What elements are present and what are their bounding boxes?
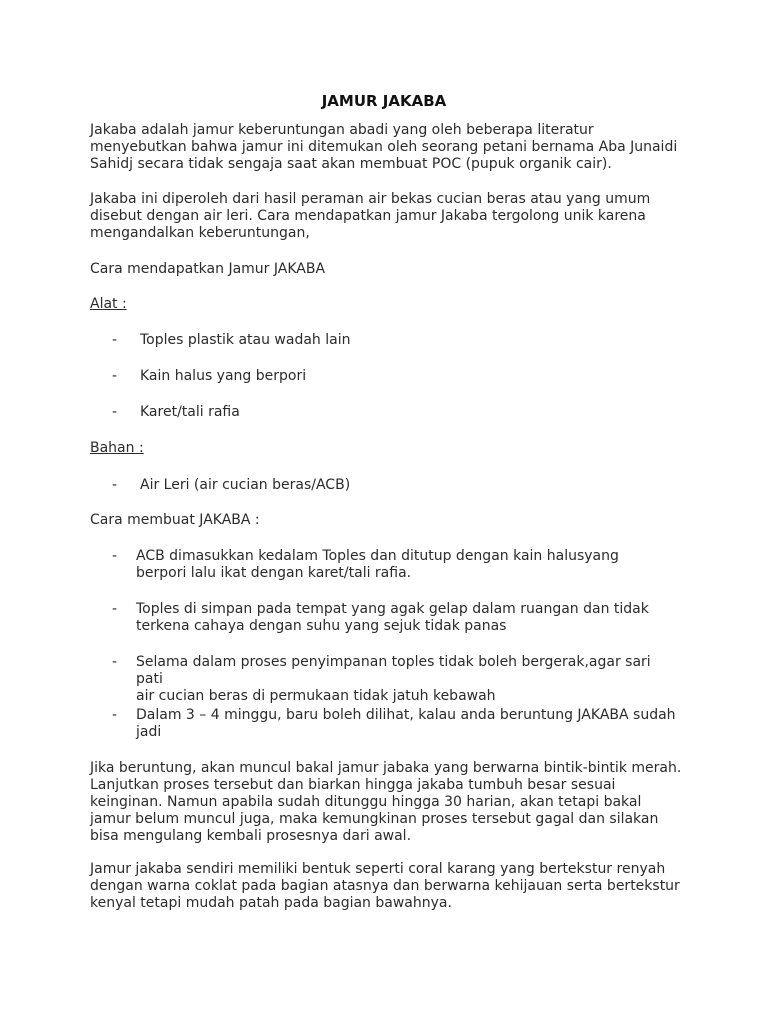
cara-step-text: Selama dalam proses penyimpanan toples tidak boleh bergerak,agar sari pati air cucian beras di permukaan tidak jatuh kebawah <box>136 654 651 704</box>
closing-paragraph-1: Jika beruntung, akan muncul bakal jamur jabaka yang berwarna bintik-bintik merah. Lanjutkan proses tersebut dan biarkan hingga jakaba tumbuh besar sesuai keinginan. Namun apabila sudah ditunggu hingga 30 harian, akan tetapi bakal jamur belum muncul juga, maka kemungkinan proses tersebut gagal dan silakan bisa mengulang kembali prosesnya dari awal. <box>90 760 682 844</box>
cara-step-text: ACB dimasukkan kedalam Toples dan ditutup dengan kain halusyang berpori lalu ikat dengan karet/tali rafia. <box>136 548 619 581</box>
list-dash: - <box>112 707 118 723</box>
closing-paragraph-2: Jamur jakaba sendiri memiliki bentuk seperti coral karang yang bertekstur renyah dengan warna coklat pada bagian atasnya dan berwarna kehijauan serta bertekstur kenyal tetapi mudah patah pada bagian bawahnya. <box>90 861 680 911</box>
list-dash: - <box>112 601 118 617</box>
alat-item-text: Karet/tali rafia <box>140 404 240 420</box>
cara-step-text: Dalam 3 – 4 minggu, baru boleh dilihat, kalau anda beruntung JAKABA sudah jadi <box>136 707 676 740</box>
intro-paragraph-2: Jakaba ini diperoleh dari hasil peraman air bekas cucian beras atau yang umum disebut dengan air leri. Cara mendapatkan jamur Jakaba tergolong unik karena mengandalkan keberuntungan, <box>90 191 651 241</box>
list-dash: - <box>112 404 118 420</box>
list-dash: - <box>112 548 118 564</box>
list-dash: - <box>112 368 118 384</box>
list-dash: - <box>112 477 118 493</box>
bahan-heading: Bahan : <box>90 440 144 456</box>
bahan-item-text: Air Leri (air cucian beras/ACB) <box>140 477 351 493</box>
alat-item-text: Toples plastik atau wadah lain <box>140 332 351 348</box>
intro-paragraph-1: Jakaba adalah jamur keberuntungan abadi yang oleh beberapa literatur menyebutkan bahwa jamur ini ditemukan oleh seorang petani bernama Aba Junaidi Sahidj secara tidak sengaja saat akan membuat POC (pupuk organik cair). <box>90 122 678 172</box>
intro-paragraph-3: Cara mendapatkan Jamur JAKABA <box>90 261 326 277</box>
cara-step-text: Toples di simpan pada tempat yang agak gelap dalam ruangan dan tidak terkena cahaya dengan suhu yang sejuk tidak panas <box>136 601 649 634</box>
cara-heading: Cara membuat JAKABA : <box>90 512 260 528</box>
list-dash: - <box>112 332 118 348</box>
list-dash: - <box>112 654 118 670</box>
alat-heading: Alat : <box>90 296 127 312</box>
document-title: JAMUR JAKABA <box>321 92 447 110</box>
alat-item-text: Kain halus yang berpori <box>140 368 307 384</box>
